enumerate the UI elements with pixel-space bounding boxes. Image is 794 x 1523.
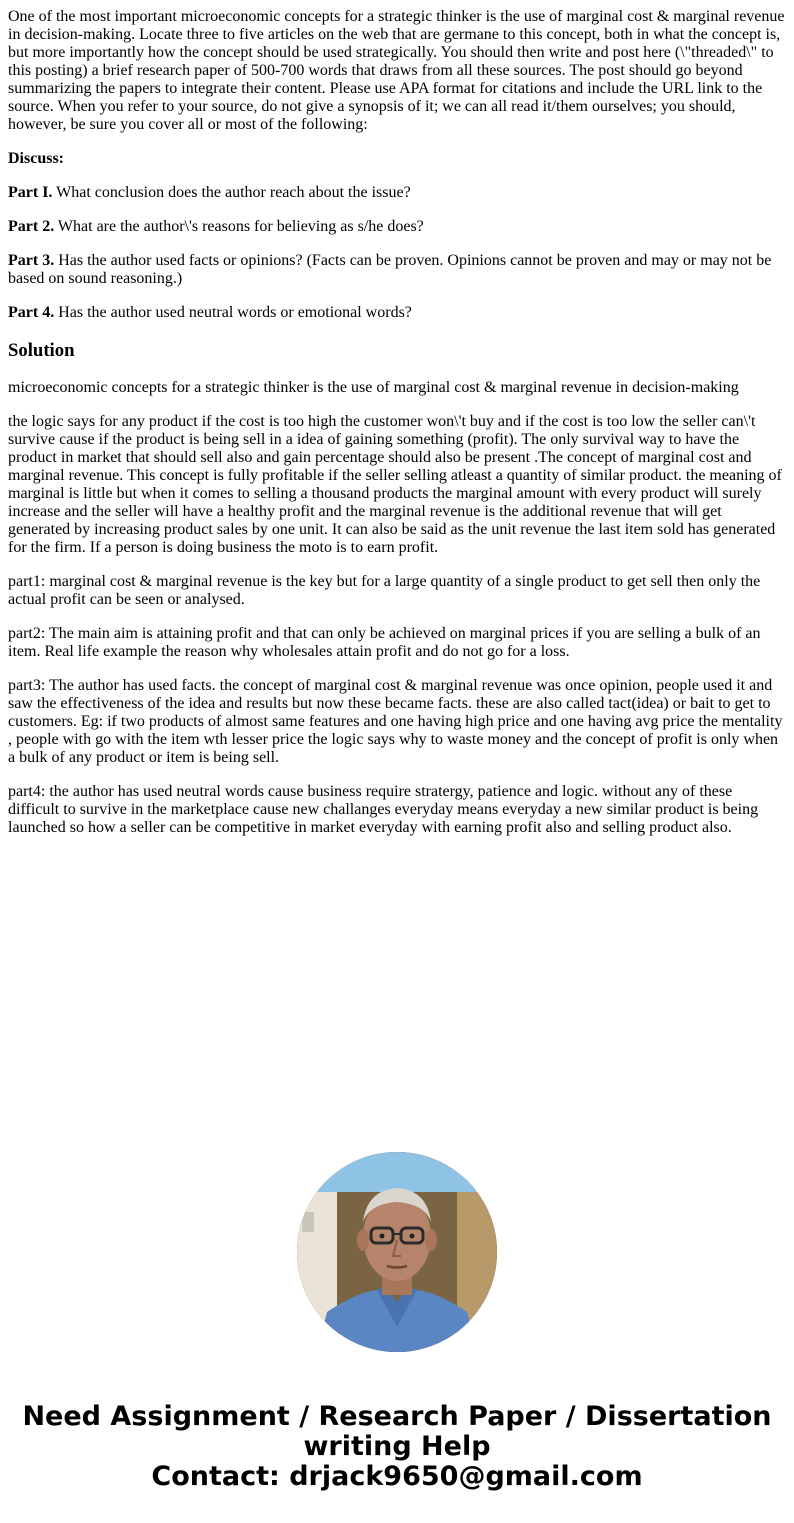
question-label: Part 4. xyxy=(8,304,55,321)
avatar-portrait-image xyxy=(297,1152,497,1352)
promo-contact: Contact: drjack9650@gmail.com xyxy=(151,1461,643,1492)
author-avatar xyxy=(297,1152,497,1352)
question-part-3 xyxy=(8,252,786,288)
promo-section xyxy=(0,1152,794,1492)
question-part-2 xyxy=(8,218,786,236)
question-label: Part 2. xyxy=(8,218,55,235)
promo-text xyxy=(0,1402,794,1492)
question-text: Has the author used neutral words or emotional words? xyxy=(54,304,412,321)
promo-line-1: Need Assignment / Research Paper / Dissertation xyxy=(22,1401,772,1432)
question-text: What are the author\'s reasons for believing as s/he does? xyxy=(54,218,424,235)
solution-paragraph: part2: The main aim is attaining profit and that can only be achieved on marginal prices if you are selling a bulk of an item. Real life example the reason why wholesales attain profit and do not go for a loss. xyxy=(8,625,761,660)
question-part-4 xyxy=(8,304,786,322)
solution-paragraph: part3: The author has used facts. the concept of marginal cost & marginal revenue was once opinion, people used it and saw the effectiveness of the idea and results but now these became facts. these are also called tact(idea) or bait to get to customers. Eg: if two products of almost same features and one having high price and one having avg price the mentality , people with go with the item wth lesser price the logic says why to waste money and the concept of profit is only when a bulk of any product or item is being sell. xyxy=(8,677,783,766)
solution-heading: Solution xyxy=(8,340,75,361)
discuss-label: Discuss: xyxy=(8,150,65,167)
promo-line-2: writing Help xyxy=(303,1431,491,1462)
question-part-1 xyxy=(8,184,786,202)
question-text: What conclusion does the author reach about the issue? xyxy=(52,184,411,201)
intro-paragraph: One of the most important microeconomic concepts for a strategic thinker is the use of marginal cost & marginal revenue in decision-making. Locate three to five articles on the web that are germane to this concept, both in what the concept is, but more importantly how the concept should be used strategically. You should then write and post here (\"threaded\" to this posting) a brief research paper of 500-700 words that draws from all these sources. The post should go beyond summarizing the papers to integrate their content. Please use APA format for citations and include the URL link to the source. When you refer to your source, do not give a synopsis of it; we can all read it/them ourselves; you should, however, be sure you cover all or most of the following: xyxy=(8,8,785,133)
question-label: Part I. xyxy=(8,184,53,201)
question-text: Has the author used facts or opinions? (Facts can be proven. Opinions cannot be proven and may or may not be based on sound reasoning.) xyxy=(8,252,772,287)
solution-paragraph: part1: marginal cost & marginal revenue is the key but for a large quantity of a single product to get sell then only the actual profit can be seen or analysed. xyxy=(8,573,761,608)
question-label: Part 3. xyxy=(8,252,55,269)
discuss-heading xyxy=(8,150,786,168)
solution-paragraph: microeconomic concepts for a strategic thinker is the use of marginal cost & marginal revenue in decision-making xyxy=(8,379,739,396)
solution-paragraph: part4: the author has used neutral words cause business require stratergy, patience and logic. without any of these difficult to survive in the marketplace cause new challanges everyday means everyday a new similar product is being launched so how a seller can be competitive in market everyday with earning profit also and selling product also. xyxy=(8,783,759,836)
solution-paragraph: the logic says for any product if the cost is too high the customer won\'t buy and if the cost is too low the seller can\'t survive cause if the product is being sell in a idea of gaining something (profit). The only survival way to have the product in market that should sell also and gain percentage should also be present .The concept of marginal cost and marginal revenue. This concept is fully profitable if the seller selling atleast a quantity of similar product. the meaning of marginal is little but when it comes to selling a thousand products the marginal amount with every product will surely increase and the seller will have a healthy profit and the marginal revenue is the additional revenue that will get generated by increasing product sales by one unit. It can also be said as the unit revenue the last item sold has generated for the firm. If a person is doing business the moto is to earn profit. xyxy=(8,413,782,556)
